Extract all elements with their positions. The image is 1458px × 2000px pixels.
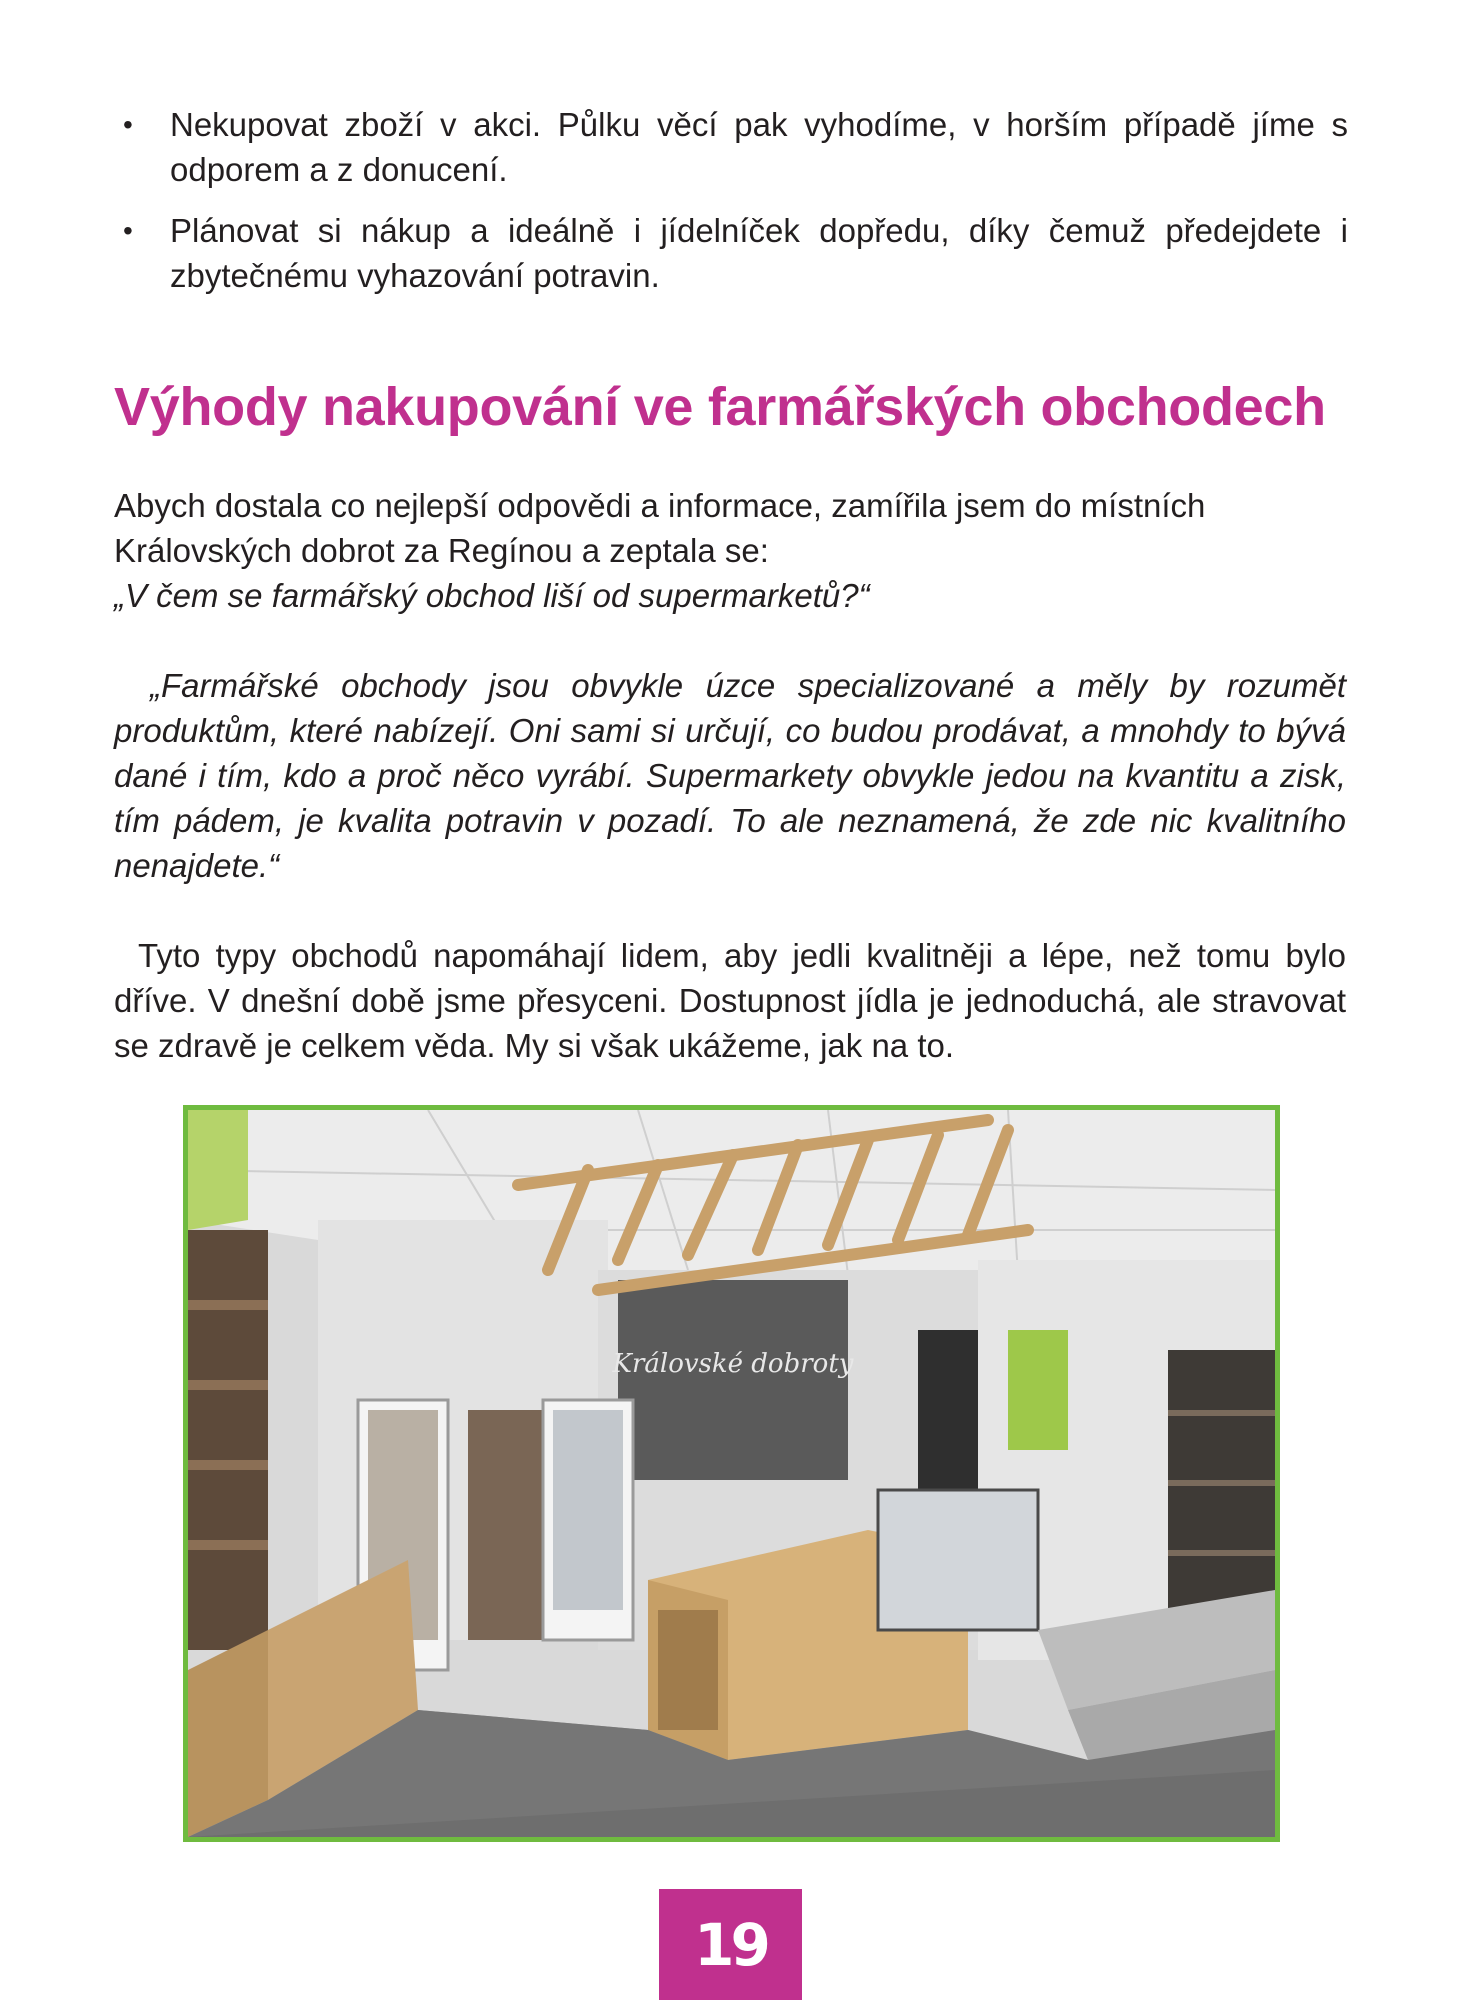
- bullet-item: [118, 102, 1348, 192]
- shop-interior-illustration: [188, 1110, 1275, 1837]
- bullet-item: [118, 208, 1348, 298]
- bullet-list: [118, 102, 1348, 314]
- shop-interior-photo: [183, 1105, 1280, 1842]
- intro-text: Abych dostala co nejlepší odpovědi a informace, zamířila jsem do místních Královských dobrot za Regínou a zeptala se:: [114, 487, 1206, 569]
- intro-question: „V čem se farmářský obchod liší od supermarketů?“: [114, 577, 870, 614]
- bullet-icon: •: [123, 215, 133, 246]
- bullet-text: Nekupovat zboží v akci. Půlku věcí pak vyhodíme, v horším případě jíme s odporem a z donucení.: [170, 106, 1348, 188]
- intro-paragraph: [114, 483, 1346, 618]
- interview-quote: „Farmářské obchody jsou obvykle úzce specializované a měly by rozumět produktům, které nabízejí. Oni sami si určují, co budou prodávat, a mnohdy to bývá dané i tím, kdo a proč něco vyrábí. Supermarkety obvykle jedou na kvantitu a zisk, tím pádem, je kvalita potravin v pozadí. To ale neznamená, že zde nic kvalitního nenajdete.“: [114, 667, 1346, 884]
- shop-sign: Královské dobroty: [612, 1349, 854, 1379]
- bullet-icon: •: [123, 109, 133, 140]
- page-number: 19: [659, 1889, 802, 2000]
- bullet-text: Plánovat si nákup a ideálně i jídelníček dopředu, díky čemuž předejdete i zbytečnému vyhazování potravin.: [170, 212, 1348, 294]
- body-paragraph: Tyto typy obchodů napomáhají lidem, aby jedli kvalitněji a lépe, než tomu bylo dříve. V dnešní době jsme přesyceni. Dostupnost jídla je jednoduchá, ale stravovat se zdravě je celkem věda. My si však ukážeme, jak na to.: [114, 937, 1346, 1064]
- section-heading: Výhody nakupování ve farmářských obchodech: [114, 377, 1326, 437]
